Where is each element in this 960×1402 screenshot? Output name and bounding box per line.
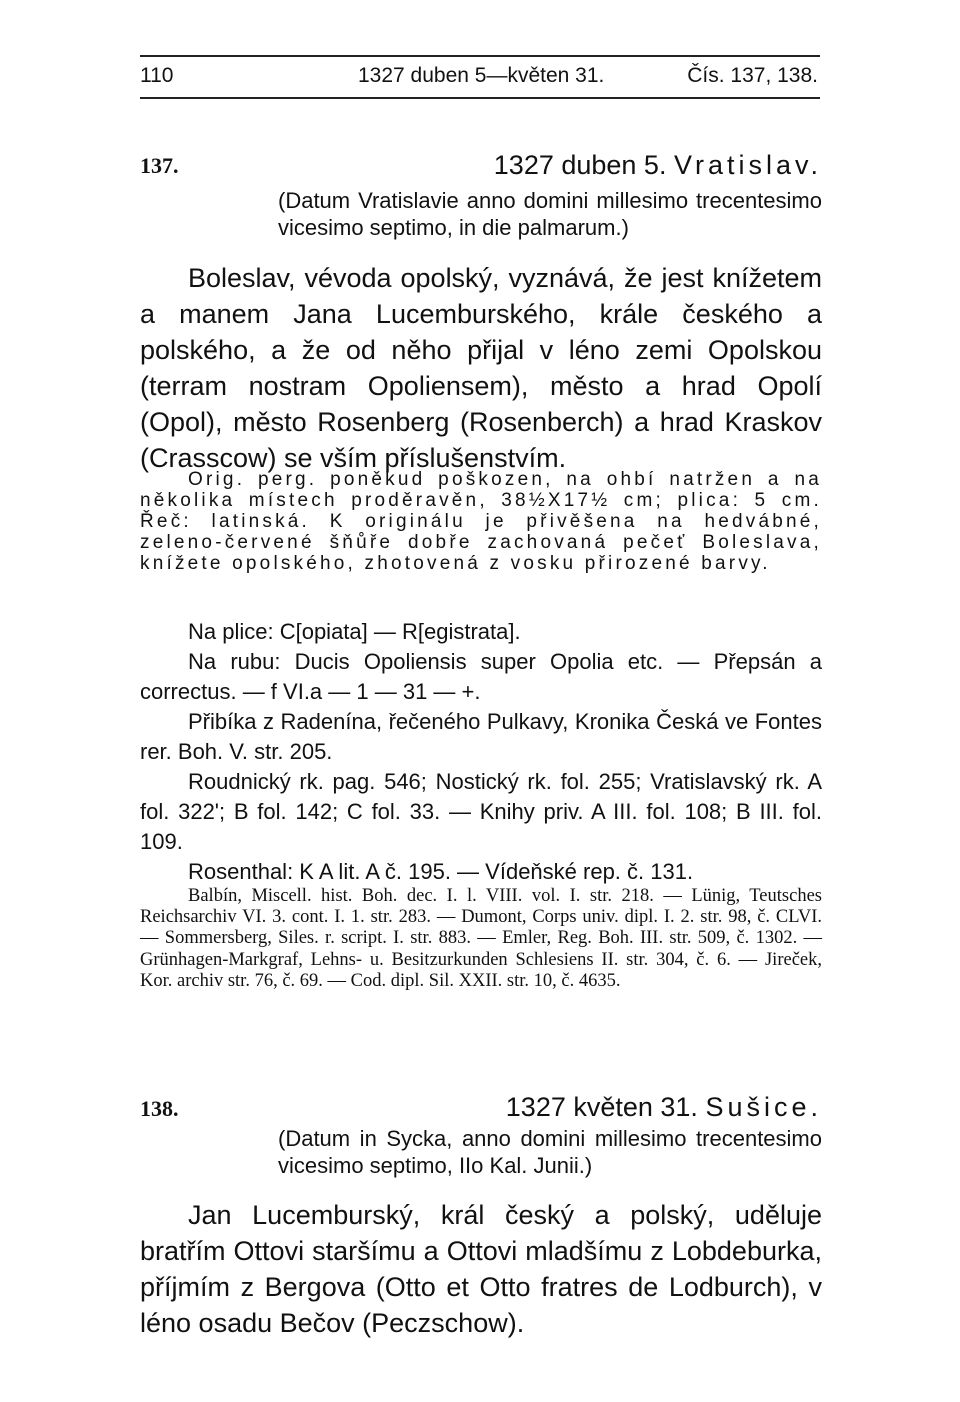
running-head [140, 64, 820, 94]
running-head-date-range: 1327 duben 5—květen 31. [358, 64, 605, 87]
entry-number: 138. [140, 1096, 179, 1121]
entry-date-heading [460, 1092, 822, 1123]
entry-number: 137. [140, 153, 179, 178]
header-rule [140, 97, 820, 99]
regest-paragraph: Boleslav, vévoda opolský, vyznává, že jest knížetem a manem Jana Lucemburského, krále českého a polského, a že od něho přijal v léno zemi Opolskou (terram nostram Opoliensem), město a hrad Opolí (Opol), město Rosenberg (Rosenberch) a hrad Kraskov (Crasscow) se vším příslušenstvím. [140, 263, 822, 473]
note-line: Na rubu: Ducis Opoliensis super Opolia etc. — Přepsán a correctus. — f VI.a — 1 — 31 — +. [140, 649, 822, 704]
note-line: Na plice: C[opiata] — R[egistrata]. [188, 619, 521, 644]
note-line: Roudnický rk. pag. 546; Nostický rk. fol. 255; Vratislavský rk. A fol. 322'; B fol. 142; C fol. 33. — Knihy priv. A III. fol. 108; B III. fol. 109. [140, 769, 822, 854]
page-number: 110 [140, 64, 174, 87]
regest-paragraph: Jan Lucemburský, král český a polský, uděluje bratřím Ottovi staršímu a Ottovi mladšímu z Lobdeburka, příjmím z Bergova (Otto et Otto fratres de Lodburch), v léno osadu Bečov (Peczschow). [140, 1200, 822, 1338]
top-rule [140, 55, 820, 57]
entry-place: Sušice. [705, 1092, 822, 1122]
running-head-doc-numbers: Čís. 137, 138. [687, 64, 818, 87]
note-line: Rosenthal: K A lit. A č. 195. — Vídeňské rep. č. 131. [188, 859, 694, 884]
entry-date-heading [460, 150, 822, 181]
datum-clause: (Datum in Sycka, anno domini millesimo trecentesimo vicesimo septimo, IIo Kal. Junii.) [278, 1126, 822, 1178]
notes-block [140, 617, 822, 887]
note-line: Přibíka z Radenína, řečeného Pulkavy, Kronika Česká ve Fontes rer. Boh. V. str. 205. [140, 709, 822, 764]
entry-date: 1327 květen 31. [505, 1092, 698, 1122]
datum-clause: (Datum Vratislavie anno domini millesimo trecentesimo vicesimo septimo, in die palmarum.) [278, 188, 822, 240]
description-paragraph: Orig. perg. poněkud poškozen, na ohbí natržen a na několika místech proděravěn, 38½X17½ cm; plica: 5 cm. Řeč: latinská. K originálu je přivěšena na hedvábné, zeleno-červené šňůře dobře zachovaná pečeť Boleslava, knížete opolského, zhotovená z vosku přirozené barvy. [140, 469, 822, 574]
entry-place: Vratislav. [673, 150, 822, 180]
literature-paragraph: Balbín, Miscell. hist. Boh. dec. I. l. VIII. vol. I. str. 218. — Lünig, Teutsches Reichsarchiv VI. 3. cont. I. 1. str. 283. — Dumont, Corps univ. dipl. I. 2. str. 98, č. CLVI. — Sommersberg, Siles. r. script. I. str. 883. — Emler, Reg. Boh. III. str. 509, č. 1302. — Grünhagen-Markgraf, Lehns- u. Besitzurkunden Schlesiens II. str. 304, č. 6. — Jireček, Kor. archiv str. 76, č. 69. — Cod. dipl. Sil. XXII. str. 10, č. 4635. [140, 886, 822, 991]
entry-date: 1327 duben 5. [493, 150, 667, 180]
